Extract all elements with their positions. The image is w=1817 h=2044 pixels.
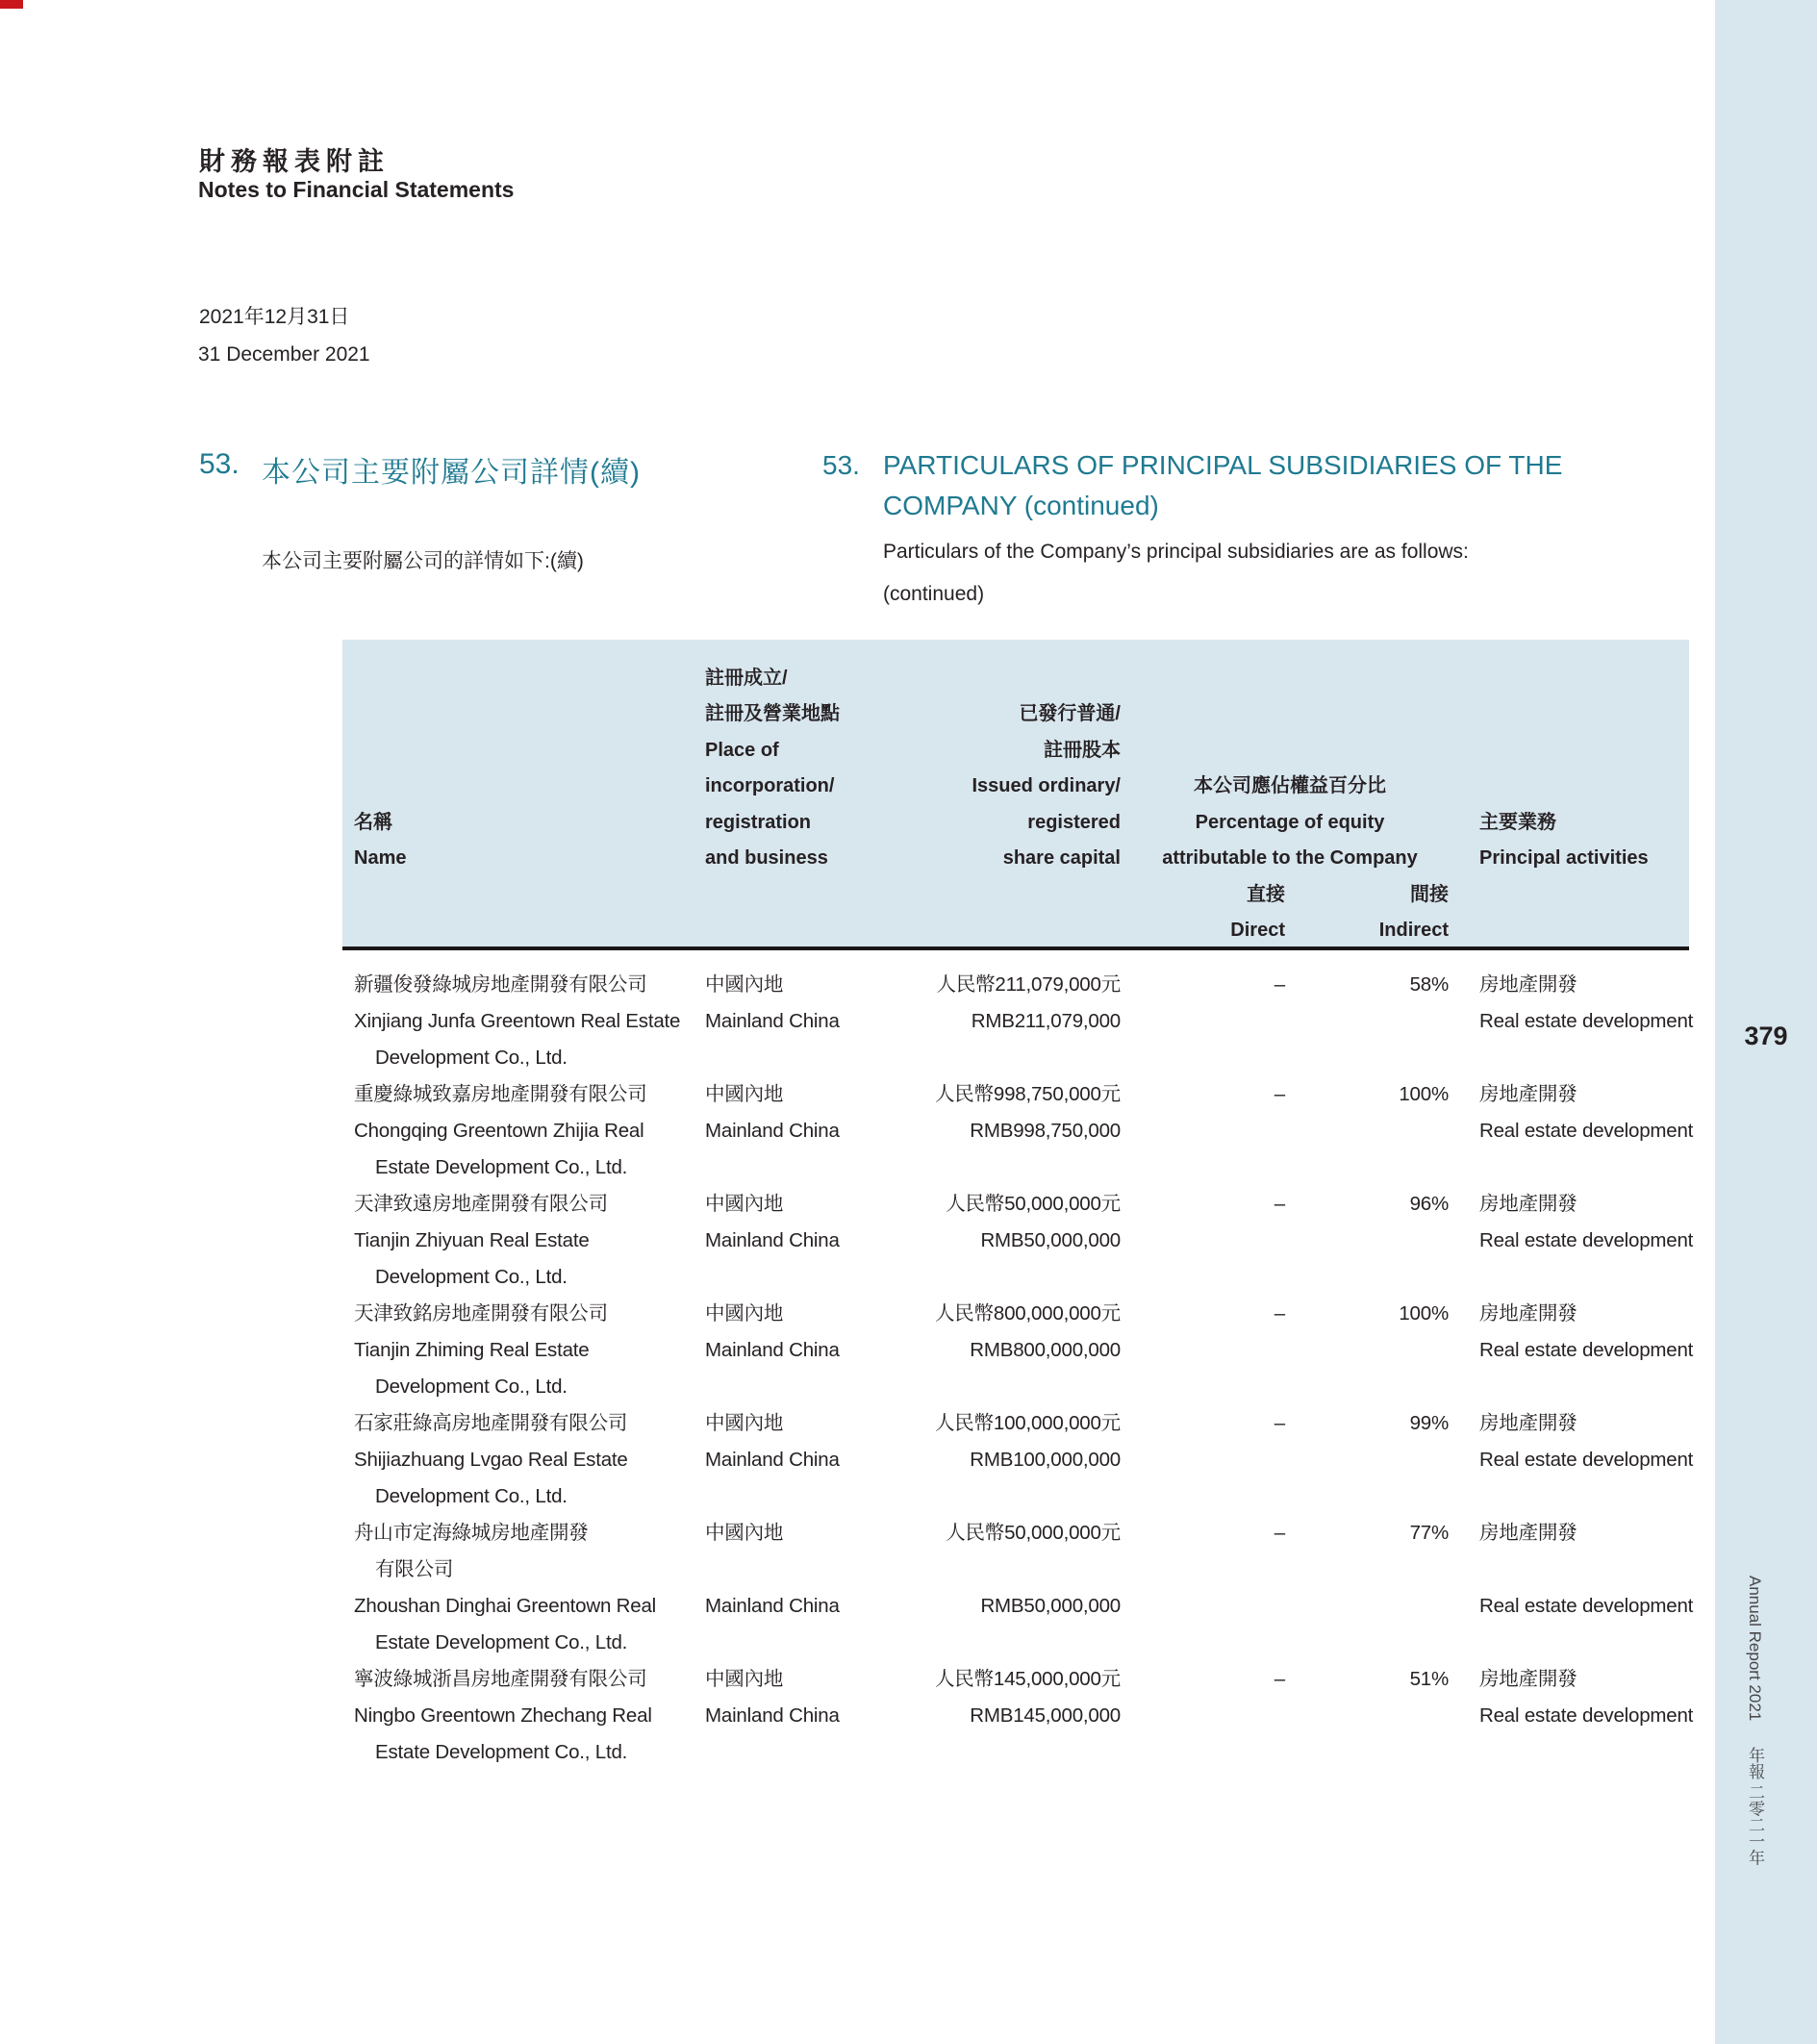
column-gap: [1449, 967, 1479, 1076]
cell-line: –: [1274, 973, 1285, 996]
cell-line: Shijiazhuang Lvgao Real Estate: [354, 1449, 628, 1471]
name-cell: [342, 1515, 705, 1661]
cell-line: 人民幣211,079,000元: [936, 973, 1121, 996]
cell-line: RMB998,750,000: [970, 1120, 1121, 1142]
cell-line: RMB50,000,000: [980, 1229, 1121, 1251]
column-gap: [1449, 1661, 1479, 1771]
col-capital-en2: registered: [1027, 812, 1121, 833]
name-cell: [342, 1296, 705, 1405]
cell-line: 77%: [1409, 1522, 1449, 1544]
indirect-cell: [1285, 1405, 1449, 1515]
direct-cell: [1121, 1186, 1285, 1296]
col-place-en4: and business: [705, 847, 828, 869]
cell-line: 有限公司: [375, 1558, 454, 1580]
cell-line: Real estate development: [1479, 1120, 1694, 1142]
table-row: [342, 1186, 1694, 1296]
cell-line: 中國內地: [705, 1083, 784, 1105]
cell-line: 人民幣50,000,000元: [946, 1193, 1121, 1215]
capital-cell: [867, 1515, 1121, 1661]
indirect-cell: [1285, 1661, 1449, 1771]
cell-line: 房地產開發: [1479, 1412, 1577, 1434]
cell-line: Zhoushan Dinghai Greentown Real: [354, 1595, 657, 1617]
place-cell: [705, 1076, 867, 1186]
column-gap: [1449, 1515, 1479, 1661]
cell-line: 天津致銘房地產開發有限公司: [354, 1302, 608, 1325]
table-row: [342, 1296, 1694, 1405]
cell-line: RMB50,000,000: [980, 1595, 1121, 1617]
col-place-en2: incorporation/: [705, 775, 835, 796]
indirect-cell: [1285, 1076, 1449, 1186]
cell-line: Mainland China: [705, 1339, 840, 1361]
section-number-left: 53.: [199, 448, 240, 480]
col-indirect-zh: 間接: [1410, 884, 1449, 905]
cell-line: Mainland China: [705, 1229, 840, 1251]
cell-line: 重慶綠城致嘉房地產開發有限公司: [354, 1083, 647, 1105]
direct-cell: [1121, 1661, 1285, 1771]
cell-line: Tianjin Zhiyuan Real Estate: [354, 1229, 590, 1251]
col-place-zh2: 註冊及營業地點: [705, 703, 840, 724]
cell-line: 中國內地: [705, 1412, 784, 1434]
indirect-cell: [1285, 1186, 1449, 1296]
col-capital-zh2: 註冊股本: [1044, 740, 1121, 761]
cell-line: Development Co., Ltd.: [375, 1375, 568, 1398]
capital-cell: [867, 1296, 1121, 1405]
cell-line: Real estate development: [1479, 1595, 1694, 1617]
cell-line: Real estate development: [1479, 1704, 1694, 1727]
cell-line: 99%: [1409, 1412, 1449, 1434]
table-row: [342, 967, 1694, 1076]
col-capital-en3: share capital: [1002, 847, 1121, 869]
cell-line: Estate Development Co., Ltd.: [375, 1741, 628, 1763]
cell-line: 中國內地: [705, 1522, 784, 1544]
cell-line: 100%: [1399, 1302, 1449, 1325]
cell-line: 人民幣100,000,000元: [934, 1412, 1121, 1434]
capital-cell: [867, 967, 1121, 1076]
cell-line: Real estate development: [1479, 1449, 1694, 1471]
cell-line: 房地產開發: [1479, 1522, 1577, 1544]
activities-cell: [1479, 1296, 1694, 1405]
name-cell: [342, 1661, 705, 1771]
activities-cell: [1479, 967, 1694, 1076]
cell-line: [1479, 1552, 1689, 1588]
cell-line: 100%: [1399, 1083, 1449, 1105]
name-cell: [342, 1076, 705, 1186]
cell-line: RMB211,079,000: [971, 1010, 1121, 1032]
cell-line: Xinjiang Junfa Greentown Real Estate: [354, 1010, 681, 1032]
col-name-en: Name: [354, 847, 407, 869]
column-gap: [1449, 1405, 1479, 1515]
cell-line: Mainland China: [705, 1449, 840, 1471]
cell-line: 石家莊綠高房地產開發有限公司: [354, 1412, 628, 1434]
cell-line: Mainland China: [705, 1010, 840, 1032]
cell-line: 房地產開發: [1479, 1083, 1577, 1105]
cell-line: Estate Development Co., Ltd.: [375, 1631, 628, 1653]
sidebar-annual-report-label-zh: 年報 二零二一年: [1746, 1746, 1764, 1866]
activities-cell: [1479, 1076, 1694, 1186]
name-cell: [342, 1186, 705, 1296]
capital-cell: [867, 1661, 1121, 1771]
capital-cell: [867, 1186, 1121, 1296]
cell-line: Ningbo Greentown Zhechang Real: [354, 1704, 652, 1727]
cell-line: Mainland China: [705, 1704, 840, 1727]
column-gap: [1449, 1186, 1479, 1296]
col-activities-zh: 主要業務: [1479, 812, 1556, 833]
table-row: [342, 1661, 1694, 1771]
cell-line: Development Co., Ltd.: [375, 1047, 568, 1069]
cell-line: Real estate development: [1479, 1229, 1694, 1251]
cell-line: Development Co., Ltd.: [375, 1266, 568, 1288]
cell-line: 新疆俊發綠城房地產開發有限公司: [354, 973, 647, 996]
table-row: [342, 1076, 1694, 1186]
place-cell: [705, 1515, 867, 1661]
doc-title-zh: 財務報表附註: [199, 147, 390, 176]
cell-line: 96%: [1409, 1193, 1449, 1215]
col-activities-en: Principal activities: [1479, 847, 1649, 869]
cell-line: [705, 1552, 867, 1588]
section-heading-en-line1: PARTICULARS OF PRINCIPAL SUBSIDIARIES OF THE: [883, 450, 1563, 480]
col-indirect-en: Indirect: [1378, 920, 1449, 941]
place-cell: [705, 1661, 867, 1771]
cell-line: 人民幣50,000,000元: [946, 1522, 1121, 1544]
col-capital-en1: Issued ordinary/: [972, 775, 1121, 796]
direct-cell: [1121, 1296, 1285, 1405]
cell-line: –: [1274, 1522, 1285, 1544]
direct-cell: [1121, 1515, 1285, 1661]
sidebar-annual-report-label: Annual Report 2021: [1746, 1576, 1764, 1722]
col-equity-en2: attributable to the Company: [1162, 847, 1418, 869]
section-body-zh: 本公司主要附屬公司的詳情如下:(續): [262, 550, 584, 572]
cell-line: 中國內地: [705, 1668, 784, 1690]
cell-line: 寧波綠城浙昌房地產開發有限公司: [354, 1668, 647, 1690]
section-body-en-line1: Particulars of the Company’s principal subsidiaries are as follows:: [883, 541, 1469, 563]
cell-line: 人民幣998,750,000元: [934, 1083, 1121, 1105]
section-body-en-line2: (continued): [883, 583, 985, 605]
col-equity-zh: 本公司應佔權益百分比: [1194, 775, 1386, 796]
cell-line: Tianjin Zhiming Real Estate: [354, 1339, 590, 1361]
column-gap: [1449, 1076, 1479, 1186]
cell-line: 58%: [1409, 973, 1449, 996]
cell-line: RMB800,000,000: [970, 1339, 1121, 1361]
section-heading-en-line2: COMPANY (continued): [883, 491, 1159, 520]
capital-cell: [867, 1076, 1121, 1186]
col-capital-zh1: 已發行普通/: [1019, 703, 1121, 724]
col-place-zh1: 註冊成立/: [705, 668, 788, 689]
cell-line: 房地產開發: [1479, 1668, 1577, 1690]
column-gap: [1449, 1296, 1479, 1405]
cell-line: 中國內地: [705, 1193, 784, 1215]
cell-line: Real estate development: [1479, 1339, 1694, 1361]
direct-cell: [1121, 1076, 1285, 1186]
cell-line: Real estate development: [1479, 1010, 1694, 1032]
cell-line: 人民幣145,000,000元: [934, 1668, 1121, 1690]
cell-line: –: [1274, 1193, 1285, 1215]
cell-line: 天津致遠房地產開發有限公司: [354, 1193, 608, 1215]
name-cell: [342, 1405, 705, 1515]
table-header: [342, 640, 1689, 950]
direct-cell: [1121, 967, 1285, 1076]
cell-line: 房地產開發: [1479, 1302, 1577, 1325]
section-heading-zh: 本公司主要附屬公司詳情(續): [262, 457, 641, 489]
place-cell: [705, 967, 867, 1076]
place-cell: [705, 1296, 867, 1405]
printer-color-mark: [0, 0, 23, 9]
capital-cell: [867, 1405, 1121, 1515]
cell-line: 51%: [1409, 1668, 1449, 1690]
cell-line: Mainland China: [705, 1120, 840, 1142]
cell-line: Mainland China: [705, 1595, 840, 1617]
place-cell: [705, 1405, 867, 1515]
doc-title-en: Notes to Financial Statements: [198, 177, 515, 202]
table-body: [342, 967, 1694, 1771]
col-place-en3: registration: [705, 812, 812, 833]
cell-line: RMB100,000,000: [970, 1449, 1121, 1471]
activities-cell: [1479, 1515, 1694, 1661]
doc-date-zh: 2021年12月31日: [199, 306, 350, 328]
cell-line: –: [1274, 1302, 1285, 1325]
cell-line: –: [1274, 1083, 1285, 1105]
table-row: [342, 1515, 1694, 1661]
name-cell: [342, 967, 705, 1076]
col-direct-en: Direct: [1230, 920, 1285, 941]
activities-cell: [1479, 1405, 1694, 1515]
cell-line: Development Co., Ltd.: [375, 1485, 568, 1507]
cell-line: –: [1274, 1412, 1285, 1434]
cell-line: 舟山市定海綠城房地產開發: [354, 1522, 589, 1544]
doc-date-en: 31 December 2021: [198, 343, 370, 366]
activities-cell: [1479, 1186, 1694, 1296]
cell-line: 中國內地: [705, 1302, 784, 1325]
cell-line: –: [1274, 1668, 1285, 1690]
cell-line: 中國內地: [705, 973, 784, 996]
table-row: [342, 1405, 1694, 1515]
direct-cell: [1121, 1405, 1285, 1515]
place-cell: [705, 1186, 867, 1296]
cell-line: Estate Development Co., Ltd.: [375, 1156, 628, 1178]
section-number-right: 53.: [822, 450, 860, 480]
cell-line: 人民幣800,000,000元: [934, 1302, 1121, 1325]
cell-line: 房地產開發: [1479, 973, 1577, 996]
indirect-cell: [1285, 967, 1449, 1076]
indirect-cell: [1285, 1515, 1449, 1661]
page-number: 379: [1744, 1022, 1788, 1050]
col-equity-en1: Percentage of equity: [1195, 812, 1385, 833]
sidebar-vertical-title: [1743, 1576, 1767, 1980]
indirect-cell: [1285, 1296, 1449, 1405]
cell-line: Chongqing Greentown Zhijia Real: [354, 1120, 644, 1142]
cell-line: [867, 1552, 1121, 1588]
col-name-zh: 名稱: [354, 812, 392, 833]
col-direct-zh: 直接: [1247, 884, 1285, 905]
activities-cell: [1479, 1661, 1694, 1771]
col-place-en1: Place of: [705, 740, 779, 761]
cell-line: RMB145,000,000: [970, 1704, 1121, 1727]
cell-line: 房地產開發: [1479, 1193, 1577, 1215]
